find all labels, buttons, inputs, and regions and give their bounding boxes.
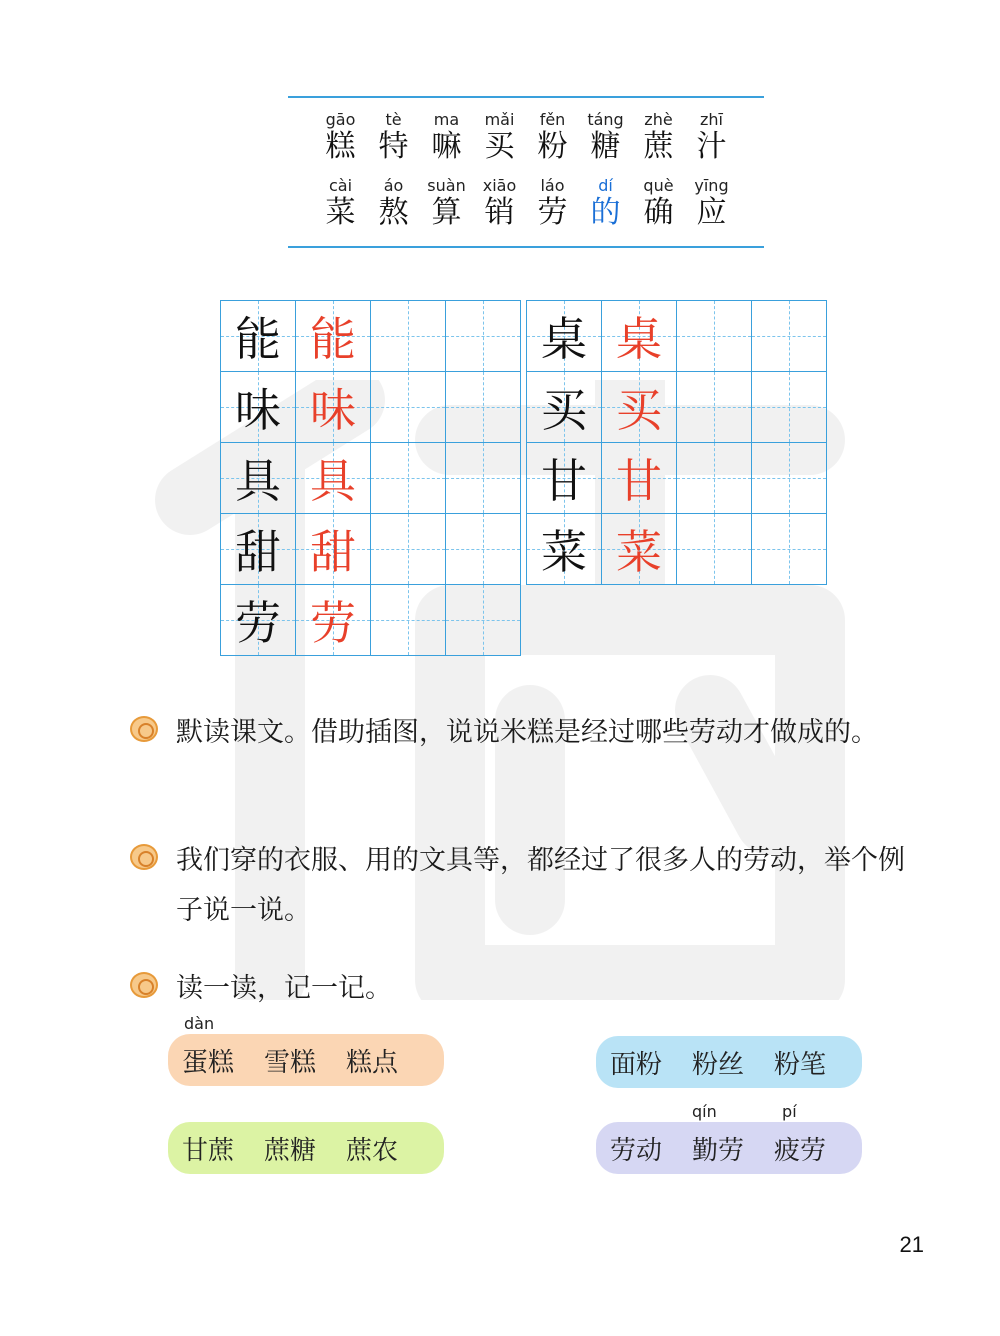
pinyin: zhī [700, 110, 723, 129]
vocab-item [420, 176, 473, 230]
hanzi: 熬 [378, 195, 409, 230]
vocab-item [367, 110, 420, 164]
grid-cell [295, 371, 371, 443]
model-char: 甘 [541, 454, 587, 508]
word-text: 蛋糕 [182, 1047, 235, 1078]
word: 面粉 [610, 1049, 663, 1080]
writing-grid-left [220, 300, 520, 655]
grid-cell [295, 584, 371, 656]
word: 雪糕 [264, 1047, 317, 1078]
pinyin: yīng [694, 176, 729, 195]
grid-cell [526, 442, 602, 514]
grid-row [220, 300, 520, 371]
hanzi: 粉 [537, 129, 568, 164]
question-text: 读一读，记一记。 [176, 973, 392, 1004]
pinyin: cài [328, 176, 353, 195]
word: 劳动 [610, 1135, 663, 1166]
model-char: 买 [541, 383, 587, 437]
grid-cell-empty[interactable] [370, 371, 446, 443]
grid-cell-empty[interactable] [370, 513, 446, 585]
word [182, 1013, 235, 1079]
trace-char: 劳 [310, 596, 356, 650]
question-bullet-icon [130, 716, 158, 742]
word-text: 勤劳 [692, 1135, 745, 1166]
grid-row [526, 300, 826, 371]
grid-cell [526, 300, 602, 372]
model-char: 具 [235, 454, 281, 508]
trace-char: 味 [310, 383, 356, 437]
grid-cell-empty[interactable] [445, 513, 521, 585]
grid-cell-empty[interactable] [445, 300, 521, 372]
word-pinyin: dàn [184, 1013, 215, 1033]
writing-grid-right [526, 300, 826, 584]
grid-row [526, 442, 826, 513]
grid-row [220, 584, 520, 655]
grid-row [220, 371, 520, 442]
pinyin: suàn [427, 176, 466, 195]
word-text: 疲劳 [774, 1135, 827, 1166]
vocab-box [288, 96, 764, 248]
model-char: 味 [235, 383, 281, 437]
word-group-orange [168, 1013, 444, 1086]
model-char: 劳 [235, 596, 281, 650]
grid-cell [295, 442, 371, 514]
pinyin: láo [540, 176, 565, 195]
vocab-item [473, 176, 526, 230]
grid-cell [601, 442, 677, 514]
hanzi: 特 [378, 129, 409, 164]
grid-cell [220, 584, 296, 656]
grid-cell-empty[interactable] [676, 442, 752, 514]
hanzi: 买 [484, 129, 515, 164]
pinyin: gāo [325, 110, 356, 129]
word: 蔗糖 [264, 1135, 317, 1166]
model-char: 菜 [541, 525, 587, 579]
hanzi: 糕 [325, 129, 356, 164]
grid-cell-empty[interactable] [676, 371, 752, 443]
grid-cell [601, 300, 677, 372]
word-pinyin: pí [782, 1101, 797, 1121]
pinyin: zhè [644, 110, 673, 129]
word [692, 1101, 745, 1167]
vocab-item [314, 110, 367, 164]
hanzi: 蔗 [643, 129, 674, 164]
question-2 [130, 836, 930, 936]
word: 糕点 [346, 1047, 399, 1078]
page-number: 21 [899, 1232, 924, 1257]
pinyin: mǎi [484, 110, 515, 129]
grid-cell-empty[interactable] [445, 371, 521, 443]
word: 粉笔 [774, 1049, 827, 1080]
question-text: 我们穿的衣服、用的文具等，都经过了很多人的劳动，举个例子说一说。 [176, 845, 905, 926]
grid-row [220, 513, 520, 584]
grid-cell [220, 513, 296, 585]
grid-cell-empty[interactable] [370, 442, 446, 514]
word-group-green [168, 1122, 444, 1174]
hanzi: 的 [590, 195, 621, 230]
vocab-item [526, 110, 579, 164]
word [774, 1101, 827, 1167]
grid-cell-empty[interactable] [676, 300, 752, 372]
vocab-item [685, 110, 738, 164]
vocab-item [367, 176, 420, 230]
trace-char: 买 [616, 383, 662, 437]
trace-char: 能 [310, 312, 356, 366]
vocab-item [314, 176, 367, 230]
grid-cell [601, 513, 677, 585]
word: 甘蔗 [182, 1135, 235, 1166]
hanzi: 劳 [537, 195, 568, 230]
pinyin: áo [383, 176, 404, 195]
grid-cell [220, 300, 296, 372]
word-pinyin: qín [692, 1101, 717, 1121]
grid-cell-empty[interactable] [445, 584, 521, 656]
grid-row [220, 442, 520, 513]
pinyin: fěn [539, 110, 566, 129]
question-3 [130, 964, 930, 1014]
pinyin: ma [433, 110, 460, 129]
hanzi: 确 [643, 195, 674, 230]
pinyin: xiāo [482, 176, 517, 195]
word: 粉丝 [692, 1049, 745, 1080]
vocab-item [579, 110, 632, 164]
grid-cell-empty[interactable] [676, 513, 752, 585]
vocab-item [420, 110, 473, 164]
grid-cell [295, 513, 371, 585]
grid-cell [601, 371, 677, 443]
question-1 [130, 708, 930, 758]
question-text: 默读课文。借助插图，说说米糕是经过哪些劳动才做成的。 [176, 717, 878, 748]
pinyin: dí [598, 176, 613, 195]
word: 蔗农 [346, 1135, 399, 1166]
trace-char: 甘 [616, 454, 662, 508]
vocab-item-highlight [579, 176, 632, 230]
grid-cell-empty[interactable] [751, 442, 827, 514]
word-group-purple [596, 1101, 862, 1174]
vocab-row-2 [314, 176, 738, 230]
hanzi: 销 [484, 195, 515, 230]
grid-row [526, 513, 826, 584]
grid-row [526, 371, 826, 442]
grid-cell-empty[interactable] [751, 513, 827, 585]
vocab-item [632, 110, 685, 164]
grid-cell-empty[interactable] [751, 371, 827, 443]
pinyin: táng [587, 110, 624, 129]
word-group-blue [596, 1036, 862, 1088]
grid-cell [526, 371, 602, 443]
pinyin: tè [385, 110, 402, 129]
grid-cell-empty[interactable] [445, 442, 521, 514]
vocab-item [685, 176, 738, 230]
vocab-item [632, 176, 685, 230]
grid-cell-empty[interactable] [370, 584, 446, 656]
model-char: 能 [235, 312, 281, 366]
hanzi: 嘛 [431, 129, 462, 164]
hanzi: 菜 [325, 195, 356, 230]
hanzi: 糖 [590, 129, 621, 164]
model-char: 甜 [235, 525, 281, 579]
vocab-row-1 [314, 110, 738, 164]
trace-char: 桌 [616, 312, 662, 366]
hanzi: 汁 [696, 129, 727, 164]
vocab-item [473, 110, 526, 164]
pinyin: què [643, 176, 674, 195]
model-char: 桌 [541, 312, 587, 366]
grid-cell [295, 300, 371, 372]
grid-cell [220, 371, 296, 443]
hanzi: 算 [431, 195, 462, 230]
grid-cell [526, 513, 602, 585]
vocab-item [526, 176, 579, 230]
grid-cell-empty[interactable] [370, 300, 446, 372]
question-bullet-icon [130, 844, 158, 870]
trace-char: 具 [310, 454, 356, 508]
grid-cell-empty[interactable] [751, 300, 827, 372]
trace-char: 菜 [616, 525, 662, 579]
trace-char: 甜 [310, 525, 356, 579]
grid-cell [220, 442, 296, 514]
question-bullet-icon [130, 972, 158, 998]
hanzi: 应 [696, 195, 727, 230]
